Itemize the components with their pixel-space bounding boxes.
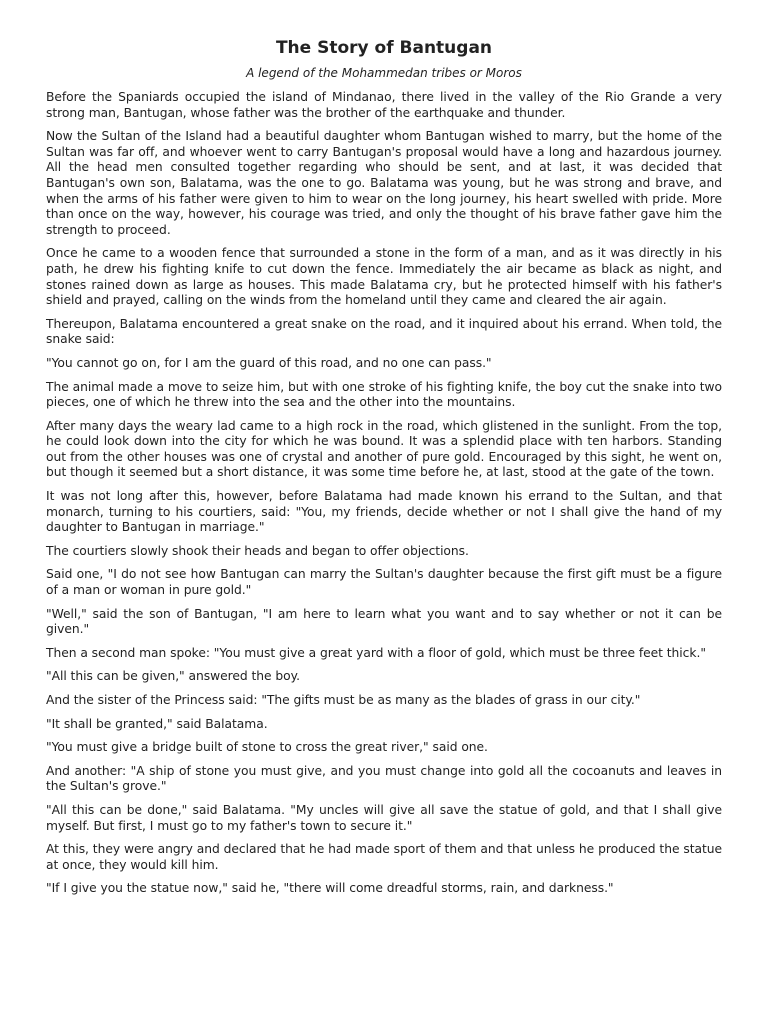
paragraph: "You cannot go on, for I am the guard of this road, and no one can pass." (46, 355, 492, 370)
paragraph: "If I give you the statue now," said he, "there will come dreadful storms, rain, and darkness." (46, 881, 614, 896)
paragraph: "All this can be given," answered the boy. (46, 669, 300, 684)
paragraph: "You must give a bridge built of stone to cross the great river," said one. (46, 740, 488, 755)
paragraph: "Well," said the son of Bantugan, "I am here to learn what you want and to say whether or not it can be given." (46, 606, 722, 637)
paragraph: Thereupon, Balatama encountered a great snake on the road, and it inquired about his errand. When told, the snake said: (46, 316, 722, 347)
paragraph: After many days the weary lad came to a high rock in the road, which glistened in the sunlight. From the top, he could look down into the city for which he was bound. It was a splendid place with ten harbors. Standing out from the other houses was one of crystal and another of pure gold. Encouraged by this sight, he went on, but though it seemed but a short distance, it was some time before he, at last, stood at the gate of the town. (46, 418, 722, 480)
paragraph: Once he came to a wooden fence that surrounded a stone in the form of a man, and as it was directly in his path, he drew his fighting knife to cut down the fence. Immediately the air became as black as night, and stones rained down as large as houses. This made Balatama cry, but he protected himself with his father's shield and prayed, calling on the winds from the homeland until they came and cleared the air again. (46, 246, 722, 308)
paragraph: Now the Sultan of the Island had a beautiful daughter whom Bantugan wished to marry, but the home of the Sultan was far off, and whoever went to carry Bantugan's proposal would have a long and hazardous journey. All the head men consulted together regarding who should be sent, and at last, it was decided that Bantugan's own son, Balatama, was the one to go. Balatama was young, but he was strong and brave, and when the arms of his father were given to him to wear on the long journey, his heart swelled with pride. More than once on the way, however, his courage was tried, and only the thought of his brave father gave him the strength to proceed. (46, 129, 722, 237)
paragraph: "All this can be done," said Balatama. "My uncles will give all save the statue of gold, and that I shall give myself. But first, I must go to my father's town to secure it." (46, 802, 722, 833)
page-title: The Story of Bantugan (275, 38, 493, 58)
paragraph: Before the Spaniards occupied the island of Mindanao, there lived in the valley of the Rio Grande a very strong man, Bantugan, whose father was the brother of the earthquake and thunder. (46, 90, 722, 120)
paragraph: And another: "A ship of stone you must give, and you must change into gold all the cocoanuts and leaves in the Sultan's grove." (46, 763, 722, 794)
page-subtitle: A legend of the Mohammedan tribes or Moros (246, 66, 522, 80)
paragraph: Said one, "I do not see how Bantugan can marry the Sultan's daughter because the first gift must be a figure of a man or woman in pure gold." (46, 567, 722, 598)
document-body (46, 90, 722, 897)
paragraph: The courtiers slowly shook their heads and began to offer objections. (46, 543, 469, 558)
paragraph: It was not long after this, however, before Balatama had made known his errand to the Sultan, and that monarch, turning to his courtiers, said: "You, my friends, decide whether or not I shall give the hand of my daughter to Bantugan in marriage." (46, 489, 722, 535)
paragraph: Then a second man spoke: "You must give a great yard with a floor of gold, which must be three feet thick." (46, 645, 706, 660)
paragraph: The animal made a move to seize him, but with one stroke of his fighting knife, the boy cut the snake into two pieces, one of which he threw into the sea and the other into the mountains. (46, 379, 722, 410)
paragraph: And the sister of the Princess said: "The gifts must be as many as the blades of grass in our city." (46, 693, 641, 707)
paragraph: "It shall be granted," said Balatama. (46, 716, 268, 731)
paragraph: At this, they were angry and declared that he had made sport of them and that unless he produced the statue at once, they would kill him. (46, 842, 722, 872)
